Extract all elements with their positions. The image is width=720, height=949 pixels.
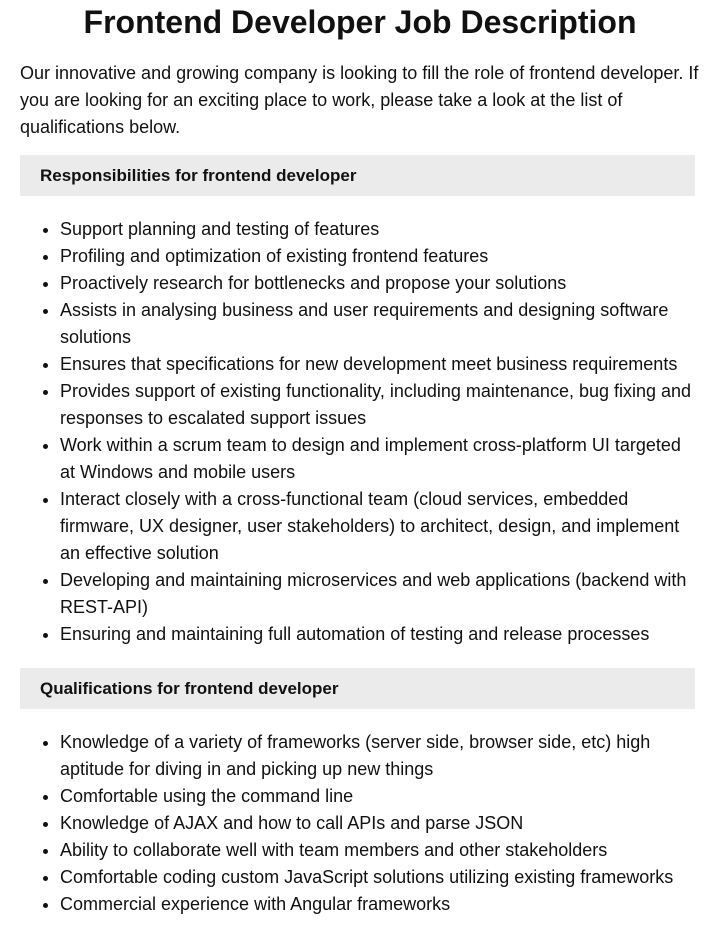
list-item: • Ensures that specifications for new development meet business requirements bbox=[60, 351, 695, 378]
list-item: • Profiling and optimization of existing frontend features bbox=[60, 243, 695, 270]
list-item: • Provides support of existing functionality, including maintenance, bug fixing and responses to escalated support issues bbox=[60, 378, 695, 432]
responsibilities-heading: Responsibilities for frontend developer bbox=[20, 155, 695, 196]
list-item: • Support planning and testing of features bbox=[60, 216, 695, 243]
list-item: • Assists in analysing business and user requirements and designing software solutions bbox=[60, 297, 695, 351]
list-item: • Interact closely with a cross-functional team (cloud services, embedded firmware, UX designer, user stakeholders) to architect, design, and implement an effective solution bbox=[60, 486, 695, 567]
list-item: • Ability to collaborate well with team members and other stakeholders bbox=[60, 837, 695, 864]
list-item: • Work within a scrum team to design and implement cross-platform UI targeted at Windows and mobile users bbox=[60, 432, 695, 486]
list-item: • Knowledge of a variety of frameworks (server side, browser side, etc) high aptitude for diving in and picking up new things bbox=[60, 729, 695, 783]
list-item: • Proactively research for bottlenecks and propose your solutions bbox=[60, 270, 695, 297]
list-item: • Comfortable coding custom JavaScript solutions utilizing existing frameworks bbox=[60, 864, 695, 891]
list-item: • Commercial experience with Angular frameworks bbox=[60, 891, 695, 918]
page-title: Frontend Developer Job Description bbox=[83, 4, 637, 40]
list-item: • Ensuring and maintaining full automation of testing and release processes bbox=[60, 621, 695, 648]
list-item: • Knowledge of AJAX and how to call APIs and parse JSON bbox=[60, 810, 695, 837]
list-item: • Comfortable using the command line bbox=[60, 783, 695, 810]
qualifications-list bbox=[20, 729, 695, 918]
intro-text: Our innovative and growing company is looking to fill the role of frontend developer. If you are looking for an exciting place to work, please take a look at the list of qualifications below. bbox=[20, 63, 699, 137]
list-item: • Developing and maintaining microservices and web applications (backend with REST-API) bbox=[60, 567, 695, 621]
qualifications-heading: Qualifications for frontend developer bbox=[20, 668, 695, 709]
responsibilities-list bbox=[20, 216, 695, 648]
